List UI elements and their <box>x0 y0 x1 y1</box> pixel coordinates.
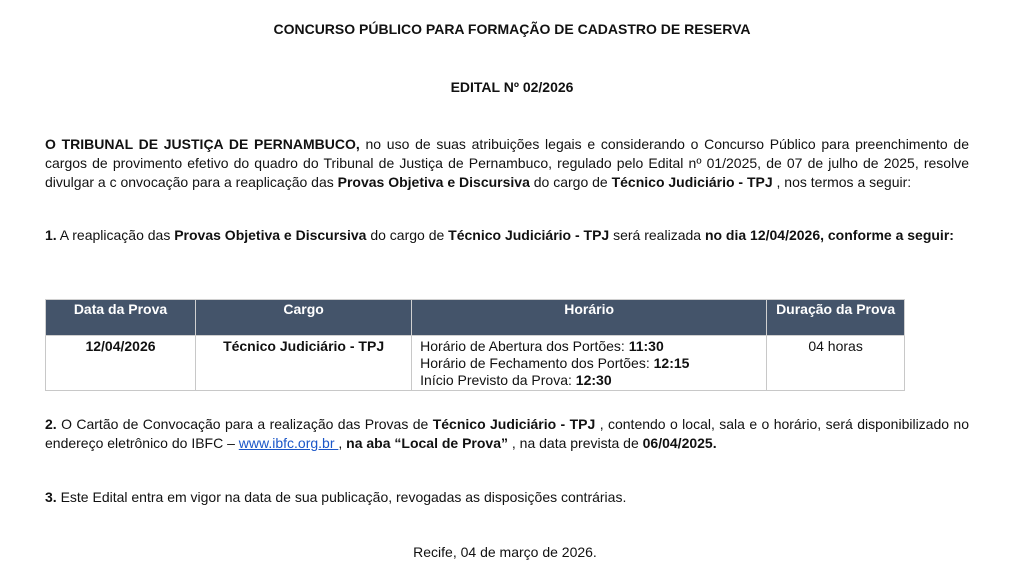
inicio-label: Início Previsto da Prova: <box>420 372 576 388</box>
item-2-date: 06/04/2025. <box>642 435 717 451</box>
intro-provas: Provas Objetiva e Discursiva <box>337 174 530 190</box>
item-2-text-2: , contendo o local, sala e o horário, será disponibilizado no endereço eletrônico do IBFC – <box>45 416 970 451</box>
intro-org: O TRIBUNAL DE JUSTIÇA DE PERNAMBUCO, <box>45 136 360 152</box>
item-1-provas: Provas Objetiva e Discursiva <box>174 227 367 243</box>
item-2-aba: na aba “Local de Prova” <box>346 435 508 451</box>
inicio-line <box>420 372 758 389</box>
item-2-paragraph <box>45 415 969 453</box>
table-row <box>46 336 905 391</box>
footer-date: Recife, 04 de março de 2026. <box>413 544 597 560</box>
item-2-cargo: Técnico Judiciário - TPJ <box>432 416 596 432</box>
fechamento-time: 12:15 <box>653 355 690 371</box>
header-data-da-prova: Data da Prova <box>46 300 196 336</box>
abertura-label: Horário de Abertura dos Portões: <box>420 338 629 354</box>
fechamento-label: Horário de Fechamento dos Portões: <box>420 355 654 371</box>
cell-duracao: 04 horas <box>767 336 905 391</box>
item-3-number: 3. <box>45 489 57 505</box>
document-title: CONCURSO PÚBLICO PARA FORMAÇÃO DE CADASTRO DE RESERVA <box>273 21 751 37</box>
item-3-paragraph <box>45 488 969 507</box>
header-cargo: Cargo <box>196 300 412 336</box>
item-2-text-3: , <box>338 435 347 451</box>
item-2-text-4: , na data prevista de <box>508 435 643 451</box>
ibfc-link[interactable]: www.ibfc.org.br <box>238 435 339 451</box>
item-2-text-1: O Cartão de Convocação para a realização das Provas de <box>56 416 433 432</box>
cell-date: 12/04/2026 <box>46 336 196 391</box>
edital-number: EDITAL Nº 02/2026 <box>450 79 574 95</box>
inicio-time: 12:30 <box>575 372 612 388</box>
item-1-number: 1. <box>45 227 57 243</box>
item-1-paragraph <box>45 226 969 245</box>
item-1-cargo: Técnico Judiciário - TPJ <box>448 227 610 243</box>
intro-cargo: Técnico Judiciário - TPJ <box>611 174 773 190</box>
fechamento-line <box>420 355 758 372</box>
item-1-text-3: será realizada <box>609 227 705 243</box>
schedule-table <box>45 299 905 391</box>
item-1-text-2: do cargo de <box>366 227 449 243</box>
abertura-time: 11:30 <box>628 338 664 354</box>
intro-text-2: do cargo de <box>529 174 612 190</box>
item-1-date: no dia 12/04/2026, conforme a seguir: <box>704 227 954 243</box>
cell-horario <box>412 336 767 391</box>
item-2-number: 2. <box>45 416 57 432</box>
intro-text-1: no uso de suas atribuições legais e considerando o Concurso Público para preenchimento de cargos de provimento efetivo do quadro do Tribunal de Justiça de Pernambuco, regulado pelo Edital nº 01/2025, de 07 de julho de 2025, resolve divulgar a c onvocação para a reaplicação das <box>45 136 969 190</box>
table-header-row <box>46 300 905 336</box>
cell-cargo: Técnico Judiciário - TPJ <box>196 336 412 391</box>
abertura-line <box>420 338 758 355</box>
header-horario: Horário <box>412 300 767 336</box>
intro-paragraph <box>45 135 969 192</box>
intro-text-3: , nos termos a seguir: <box>772 174 912 190</box>
header-duracao: Duração da Prova <box>767 300 905 336</box>
item-1-text-1: A reaplicação das <box>56 227 175 243</box>
item-3-text: Este Edital entra em vigor na data de sua publicação, revogadas as disposições contrárias. <box>56 489 627 505</box>
